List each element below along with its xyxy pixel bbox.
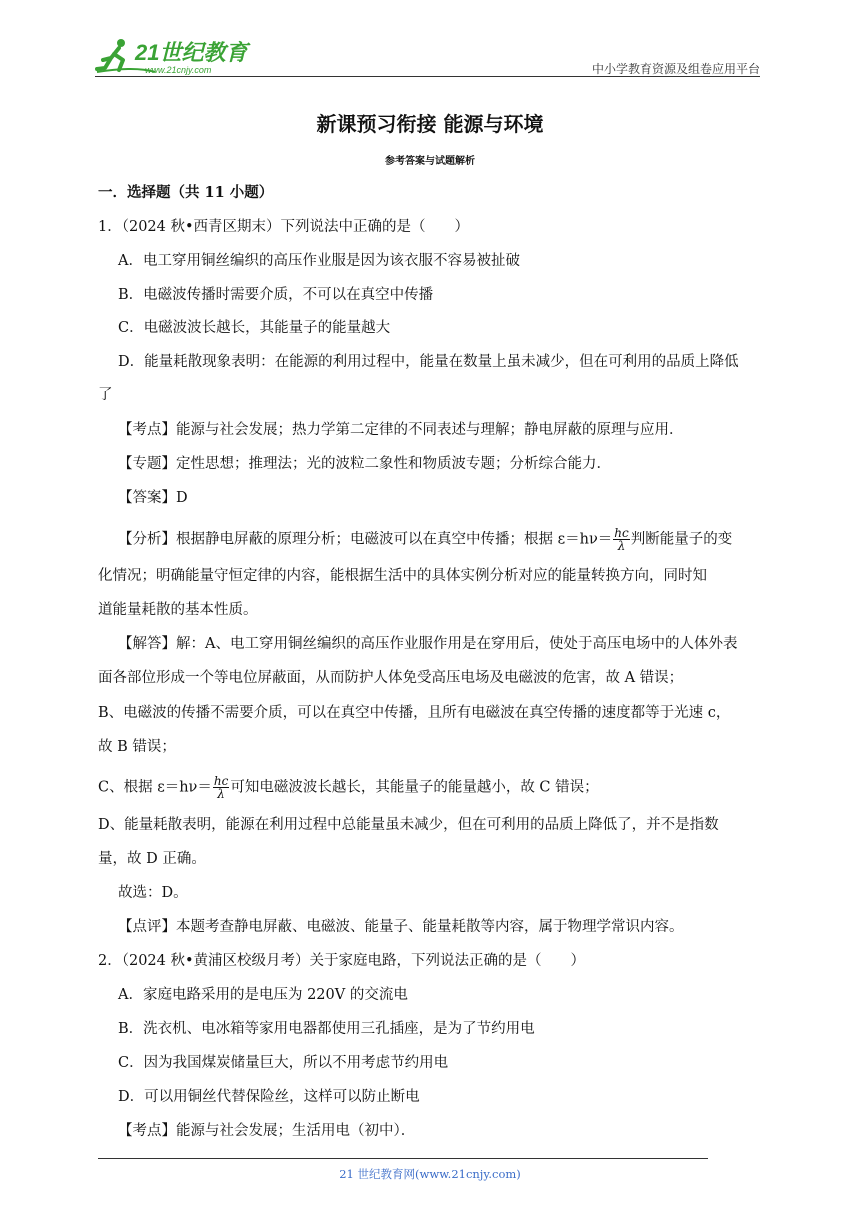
q2-kaodian: 【考点】能源与社会发展；生活用电（初中）．	[118, 1123, 416, 1139]
q2-option-a: A．家庭电路采用的是电压为 220V 的交流电	[118, 987, 408, 1003]
q1-option-c: C．电磁波波长越长，其能量子的能量越大	[118, 320, 391, 336]
q1-solution-line6: D、能量耗散表明，能源在利用过程中总能量虽未减少，但在可利用的品质上降低了，并不是指数	[98, 817, 719, 833]
header-divider	[95, 76, 760, 77]
footer-link[interactable]: 21 世纪教育网(www.21cnjy.com)	[339, 1167, 521, 1181]
q1-option-d: D．能量耗散现象表明：在能源的利用过程中，能量在数量上虽未减少，但在可利用的品质上降低	[118, 354, 739, 370]
document-title: 新课预习衔接 能源与环境	[316, 112, 544, 136]
section-heading: 一．选择题（共 11 小题）	[98, 184, 274, 201]
q1-analysis-line3: 道能量耗散的基本性质。	[98, 602, 258, 618]
fraction-denominator: λ	[617, 539, 626, 553]
q1-option-d-cont: 了	[98, 387, 113, 403]
q1-solution-c-text: C、根据 ε＝hν＝	[98, 779, 212, 796]
page-header	[95, 34, 760, 78]
q1-stem: 1．（2024 秋•西青区期末）下列说法中正确的是（ ）	[98, 219, 470, 235]
q1-solution-line5	[98, 775, 599, 800]
formula-fraction	[613, 527, 629, 552]
document-subtitle: 参考答案与试题解析	[385, 156, 475, 167]
q1-final-choice: 故选：D。	[118, 885, 188, 901]
logo-url: www.21cnjy.com	[145, 65, 212, 75]
fraction-numerator: hc	[614, 526, 629, 540]
q1-analysis-text: 【分析】根据静电屏蔽的原理分析；电磁波可以在真空中传播；根据 ε＝hν＝	[118, 531, 613, 548]
q1-analysis-line2: 化情况；明确能量守恒定律的内容，能根据生活中的具体实例分析对应的能量转换方向，同时知	[98, 568, 707, 584]
q1-comment: 【点评】本题考查静电屏蔽、电磁波、能量子、能量耗散等内容，属于物理学常识内容。	[118, 919, 684, 935]
q1-solution-line1: 【解答】解：A、电工穿用铜丝编织的高压作业服作用是在穿用后，使处于高压电场中的人体外表	[118, 636, 738, 652]
logo-icon	[95, 36, 265, 76]
q2-option-d: D．可以用铜丝代替保险丝，这样可以防止断电	[118, 1089, 420, 1105]
fraction-numerator: hc	[213, 774, 229, 788]
q1-solution-line4: 故 B 错误；	[98, 739, 176, 755]
platform-name: 中小学教育资源及组卷应用平台	[591, 62, 760, 76]
q1-solution-c-text-end: 可知电磁波波长越长，其能量子的能量越小，故 C 错误；	[230, 779, 599, 796]
q1-solution-line2: 面各部位形成一个等电位屏蔽面，从而防护人体免受高压电场及电磁波的危害，故 A 错误；	[98, 670, 684, 686]
q1-solution-line7: 量，故 D 正确。	[98, 851, 206, 867]
q1-option-a: A．电工穿用铜丝编织的高压作业服是因为该衣服不容易被扯破	[118, 253, 520, 269]
q2-stem: 2．（2024 秋•黄浦区校级月考）关于家庭电路，下列说法正确的是（ ）	[98, 953, 586, 969]
q1-zhuanti: 【专题】定性思想；推理法；光的波粒二象性和物质波专题；分析综合能力．	[118, 456, 611, 472]
q2-option-b: B．洗衣机、电冰箱等家用电器都使用三孔插座，是为了节约用电	[118, 1021, 535, 1037]
q1-analysis-line1	[118, 527, 732, 552]
q1-solution-line3: B、电磁波的传播不需要介质，可以在真空中传播，且所有电磁波在真空传播的速度都等于光速 c，	[98, 705, 731, 721]
fraction-denominator: λ	[217, 787, 225, 801]
q2-option-c: C．因为我国煤炭储量巨大，所以不用考虑节约用电	[118, 1055, 449, 1071]
q1-option-b: B．电磁波传播时需要介质，不可以在真空中传播	[118, 287, 434, 303]
formula-fraction	[213, 775, 229, 800]
q1-answer: 【答案】D	[118, 490, 188, 506]
q1-analysis-text-end: 判断能量子的变	[630, 531, 733, 548]
logo-text: 21世纪教育	[135, 40, 248, 65]
q1-kaodian: 【考点】能源与社会发展；热力学第二定律的不同表述与理解；静电屏蔽的原理与应用．	[118, 422, 684, 438]
footer-divider	[98, 1158, 708, 1159]
